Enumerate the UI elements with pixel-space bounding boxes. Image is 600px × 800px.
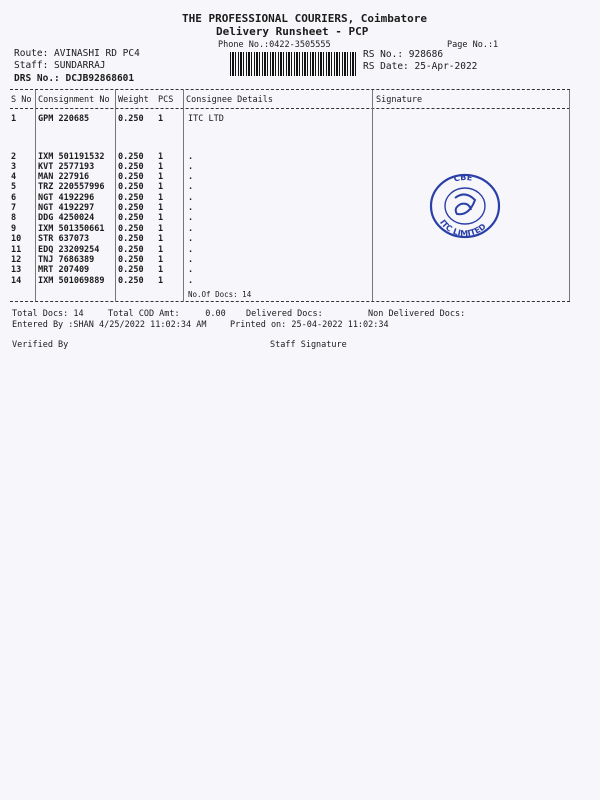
cell-consignment: TNJ 7686389 bbox=[38, 255, 95, 265]
non-delivered-docs: Non Delivered Docs: bbox=[368, 309, 466, 319]
company-name: THE PROFESSIONAL COURIERS, Coimbatore bbox=[182, 12, 428, 25]
cell-pcs: 1 bbox=[158, 172, 164, 182]
stamp-seal-icon bbox=[425, 170, 505, 240]
header-pcs: PCS bbox=[158, 95, 174, 105]
cell-pcs: 1 bbox=[158, 213, 164, 223]
cell-details: . bbox=[188, 193, 194, 203]
header-details: Consignee Details bbox=[186, 95, 273, 105]
cell-weight: 0.250 bbox=[118, 234, 144, 244]
cell-consignment: TRZ 220557996 bbox=[38, 182, 105, 192]
cell-weight: 0.250 bbox=[118, 245, 144, 255]
cell-details: . bbox=[188, 203, 194, 213]
cell-sno: 13 bbox=[11, 265, 22, 275]
cell-details: . bbox=[188, 234, 194, 244]
cell-pcs: 1 bbox=[158, 265, 164, 275]
cell-pcs: 1 bbox=[158, 245, 164, 255]
table-header-rule bbox=[10, 108, 570, 109]
table-row bbox=[0, 152, 600, 162]
table-row bbox=[0, 114, 600, 124]
table-bottom-rule bbox=[10, 301, 570, 302]
no-of-docs: No.Of Docs: 14 bbox=[188, 290, 252, 299]
cell-details: . bbox=[188, 265, 194, 275]
cell-sno: 2 bbox=[11, 152, 17, 162]
svg-text:ITC LIMITED: ITC LIMITED bbox=[438, 218, 488, 239]
cell-weight: 0.250 bbox=[118, 172, 144, 182]
header-consignment: Consignment No bbox=[38, 95, 110, 105]
cell-consignment: NGT 4192297 bbox=[38, 203, 95, 213]
cell-sno: 5 bbox=[11, 182, 17, 192]
cell-pcs: 1 bbox=[158, 182, 164, 192]
verified-by: Verified By bbox=[12, 340, 69, 350]
cell-sno: 8 bbox=[11, 213, 17, 223]
cell-sno: 9 bbox=[11, 224, 17, 234]
cell-consignment: KVT 2577193 bbox=[38, 162, 95, 172]
cell-details: . bbox=[188, 152, 194, 162]
total-cod: Total COD Amt: 0.00 bbox=[108, 309, 226, 319]
cell-pcs: 1 bbox=[158, 162, 164, 172]
table-top-rule bbox=[10, 89, 570, 90]
cell-consignment: MRT 207409 bbox=[38, 265, 90, 275]
cell-consignment: MAN 227916 bbox=[38, 172, 90, 182]
table-row bbox=[0, 224, 600, 234]
cell-pcs: 1 bbox=[158, 224, 164, 234]
header-sno: S No bbox=[11, 95, 32, 105]
cell-weight: 0.250 bbox=[118, 152, 144, 162]
cell-details: . bbox=[188, 213, 194, 223]
cell-sno: 1 bbox=[11, 114, 17, 124]
document-title: Delivery Runsheet - PCP bbox=[216, 25, 369, 38]
cell-details: . bbox=[188, 255, 194, 265]
cell-consignment: NGT 4192296 bbox=[38, 193, 95, 203]
cell-pcs: 1 bbox=[158, 276, 164, 286]
cell-details: . bbox=[188, 162, 194, 172]
table-row bbox=[0, 265, 600, 275]
cell-weight: 0.250 bbox=[118, 114, 144, 124]
cell-consignment: EDQ 23209254 bbox=[38, 245, 100, 255]
printed-on: Printed on: 25-04-2022 11:02:34 bbox=[230, 320, 389, 330]
table-row bbox=[0, 213, 600, 223]
barcode-image bbox=[230, 52, 356, 76]
table-row bbox=[0, 203, 600, 213]
cell-weight: 0.250 bbox=[118, 224, 144, 234]
cell-sno: 14 bbox=[11, 276, 22, 286]
cell-consignment: IXM 501069889 bbox=[38, 276, 105, 286]
cell-pcs: 1 bbox=[158, 193, 164, 203]
cell-pcs: 1 bbox=[158, 114, 164, 124]
cell-consignment: STR 637073 bbox=[38, 234, 90, 244]
cell-pcs: 1 bbox=[158, 152, 164, 162]
drs-number: DRS No.: DCJB92868601 bbox=[14, 73, 135, 84]
delivered-docs: Delivered Docs: bbox=[246, 309, 323, 319]
cell-sno: 3 bbox=[11, 162, 17, 172]
header-weight: Weight bbox=[118, 95, 149, 105]
cell-weight: 0.250 bbox=[118, 265, 144, 275]
cell-weight: 0.250 bbox=[118, 193, 144, 203]
table-row bbox=[0, 276, 600, 286]
cell-details: . bbox=[188, 182, 194, 192]
rs-date: RS Date: 25-Apr-2022 bbox=[363, 61, 478, 72]
phone-number: Phone No.:0422-3505555 bbox=[218, 40, 331, 50]
cell-consignment: DDG 4250024 bbox=[38, 213, 95, 223]
cell-weight: 0.250 bbox=[118, 203, 144, 213]
company-stamp bbox=[425, 170, 505, 240]
rs-number: RS No.: 928686 bbox=[363, 49, 444, 60]
cell-sno: 12 bbox=[11, 255, 22, 265]
cell-details: . bbox=[188, 245, 194, 255]
cell-sno: 10 bbox=[11, 234, 22, 244]
cell-weight: 0.250 bbox=[118, 182, 144, 192]
cell-details: . bbox=[188, 276, 194, 286]
staff-signature: Staff Signature bbox=[270, 340, 347, 350]
cell-weight: 0.250 bbox=[118, 213, 144, 223]
cell-weight: 0.250 bbox=[118, 162, 144, 172]
cell-pcs: 1 bbox=[158, 203, 164, 213]
cell-pcs: 1 bbox=[158, 255, 164, 265]
table-row bbox=[0, 193, 600, 203]
header-signature: Signature bbox=[376, 95, 423, 105]
cell-sno: 4 bbox=[11, 172, 17, 182]
cell-sno: 7 bbox=[11, 203, 17, 213]
cell-sno: 6 bbox=[11, 193, 17, 203]
table-row bbox=[0, 162, 600, 172]
total-docs: Total Docs: 14 bbox=[12, 309, 84, 319]
cell-details: ITC LTD bbox=[188, 114, 224, 124]
cell-pcs: 1 bbox=[158, 234, 164, 244]
cell-sno: 11 bbox=[11, 245, 22, 255]
cell-consignment: IXM 501191532 bbox=[38, 152, 105, 162]
staff-label: Staff: SUNDARRAJ bbox=[14, 60, 106, 71]
table-row bbox=[0, 245, 600, 255]
route-label: Route: AVINASHI RD PC4 bbox=[14, 48, 140, 59]
page-number: Page No.:1 bbox=[447, 40, 499, 50]
table-row bbox=[0, 255, 600, 265]
cell-details: . bbox=[188, 224, 194, 234]
cell-consignment: IXM 501350661 bbox=[38, 224, 105, 234]
cell-weight: 0.250 bbox=[118, 276, 144, 286]
cell-details: . bbox=[188, 172, 194, 182]
cell-consignment: GPM 220685 bbox=[38, 114, 90, 124]
entered-by: Entered By :SHAN 4/25/2022 11:02:34 AM bbox=[12, 320, 207, 330]
table-row bbox=[0, 172, 600, 182]
table-row bbox=[0, 234, 600, 244]
table-row bbox=[0, 182, 600, 192]
cell-weight: 0.250 bbox=[118, 255, 144, 265]
svg-text:CBE: CBE bbox=[452, 172, 473, 184]
